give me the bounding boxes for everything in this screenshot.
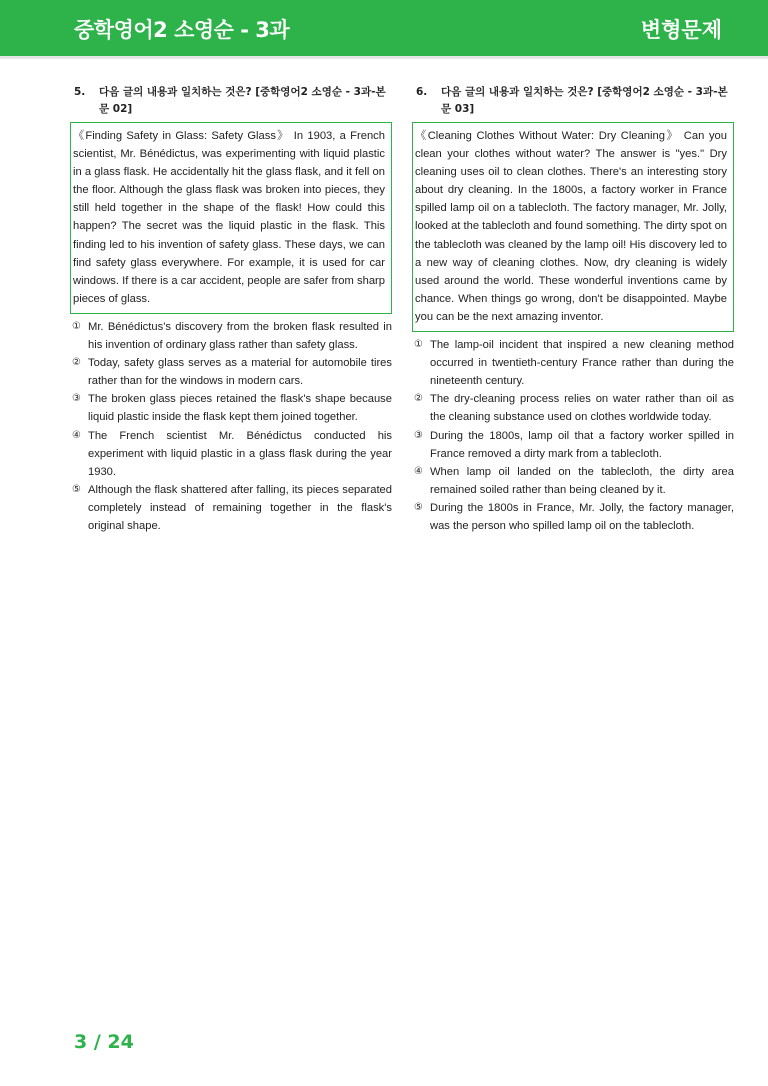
choice-marker: ④ bbox=[414, 465, 423, 477]
choice-marker: ① bbox=[72, 320, 81, 332]
question-5 bbox=[72, 84, 392, 535]
choice-4[interactable] bbox=[72, 427, 392, 481]
choice-text: Although the flask shattered after falling, its pieces separated completely instead of remaining together in the flask's original shape. bbox=[88, 483, 392, 532]
choice-marker: ③ bbox=[414, 429, 423, 441]
choice-text: The dry-cleaning process relies on water rather than oil as the cleaning substance used on clothes worldwide today. bbox=[430, 393, 734, 424]
answer-choices bbox=[414, 336, 734, 535]
choice-2[interactable] bbox=[72, 354, 392, 390]
choice-text: When lamp oil landed on the tablecloth, the dirty area remained soiled rather than being cleaned by it. bbox=[430, 465, 734, 496]
question-header bbox=[416, 84, 734, 118]
question-number: 6. bbox=[416, 86, 428, 98]
choice-marker: ④ bbox=[72, 429, 81, 441]
page-number: 3 / 24 bbox=[74, 1031, 134, 1053]
choice-text: During the 1800s, lamp oil that a factory worker spilled in France removed a dirty mark from a tablecloth. bbox=[430, 429, 734, 460]
header-section-label: 변형문제 bbox=[640, 18, 722, 42]
choice-text: Mr. Bénédictus's discovery from the broken flask resulted in his invention of ordinary glass rather than safety glass. bbox=[88, 320, 392, 352]
choice-5[interactable] bbox=[72, 481, 392, 535]
header-divider bbox=[0, 56, 768, 59]
choice-marker: ③ bbox=[72, 393, 81, 405]
choice-4[interactable] bbox=[414, 463, 734, 499]
question-prompt: 다음 글의 내용과 일치하는 것은? [중학영어2 소영순 - 3과-본문 03] bbox=[441, 86, 728, 115]
choice-marker: ⑤ bbox=[72, 483, 81, 495]
choice-marker: ⑤ bbox=[414, 501, 423, 513]
choice-5[interactable] bbox=[414, 499, 734, 535]
page-header bbox=[0, 0, 768, 56]
question-header bbox=[74, 84, 392, 118]
answer-choices bbox=[72, 318, 392, 535]
choice-text: The French scientist Mr. Bénédictus conducted his experiment with liquid plastic in a glass flask during the year 1930. bbox=[88, 429, 392, 478]
choice-text: During the 1800s in France, Mr. Jolly, the factory manager, was the person who spilled lamp oil on the tablecloth. bbox=[430, 501, 734, 532]
passage-box: 《Finding Safety in Glass: Safety Glass》 In 1903, a French scientist, Mr. Bénédictus, was experimenting with liquid plastic in a glass flask. He accidentally hit the glass flask, and it fell on the floor. Although the glass flask was broken into pieces, they still held together in the shape of the flask! How could this happen? The secret was the liquid plastic in the flask. This finding led to his invention of safety glass. These days, we can find safety glass everywhere. For example, it is used for car windows. If there is a car accident, people are safer from sharp pieces of glass. bbox=[70, 122, 392, 314]
choice-3[interactable] bbox=[414, 427, 734, 463]
choice-text: The lamp-oil incident that inspired a new cleaning method occurred in twentieth-century France rather than during the nineteenth century. bbox=[430, 339, 734, 388]
choice-marker: ② bbox=[414, 393, 423, 405]
choice-1[interactable] bbox=[414, 336, 734, 390]
choice-text: Today, safety glass serves as a material for automobile tires rather than for the windows in modern cars. bbox=[88, 357, 392, 388]
choice-marker: ② bbox=[72, 357, 81, 369]
passage-box: 《Cleaning Clothes Without Water: Dry Cleaning》 Can you clean your clothes without water? The answer is "yes." Dry cleaning uses oil to clean clothes. There's an interesting story about dry cleaning. In the 1800s, a factory worker in France spilled lamp oil on a tablecloth. The factory manager, Mr. Jolly, looked at the tablecloth and found something. The dirty spot on the tablecloth was cleaned by the lamp oil! His discovery led to a new way of cleaning clothes. Now, dry cleaning is widely used around the world. These wonderful inventions came by chance. When things go wrong, don't be disappointed. Maybe you can be the next amazing inventor. bbox=[412, 122, 734, 332]
choice-marker: ① bbox=[414, 339, 423, 351]
choice-2[interactable] bbox=[414, 390, 734, 426]
choice-text: The broken glass pieces retained the flask's shape because liquid plastic inside the flask kept them joined together. bbox=[88, 393, 392, 424]
question-6 bbox=[414, 84, 734, 535]
question-number: 5. bbox=[74, 86, 86, 98]
question-prompt: 다음 글의 내용과 일치하는 것은? [중학영어2 소영순 - 3과-본문 02] bbox=[99, 86, 386, 115]
choice-1[interactable] bbox=[72, 318, 392, 354]
choice-3[interactable] bbox=[72, 390, 392, 426]
header-title: 중학영어2 소영순 - 3과 bbox=[74, 18, 290, 42]
